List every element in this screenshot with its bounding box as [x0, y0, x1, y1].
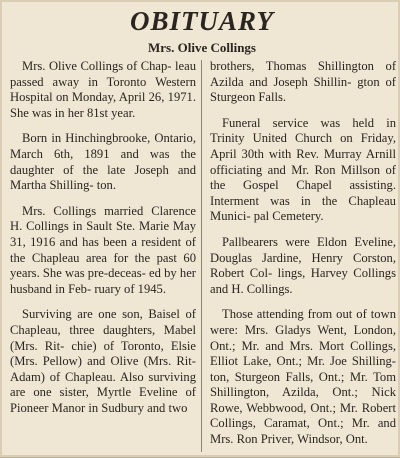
text-line: Friday, April 30th with Rev. — [210, 131, 396, 161]
subtitle: Mrs. Olive Collings — [148, 40, 256, 55]
text-line: ed by her husband in Feb- — [10, 266, 196, 296]
text-line: Nick Rowe, Webbwood, Ont.; — [210, 385, 396, 415]
right-column — [210, 59, 396, 458]
text-line: of Azilda and Joseph Shillin- — [210, 59, 397, 89]
column-divider — [201, 60, 202, 452]
text-line: chie) of Toronto, Elsie (Mrs. — [10, 338, 196, 369]
text-line: Pallbearers were Eldon — [222, 234, 348, 249]
text-line: ton, Sturgeon Falls, Ont.; Mr. — [210, 369, 368, 384]
text-line: Mrs. Olive Collings of Chap- — [22, 59, 172, 73]
paragraph — [210, 307, 396, 447]
text-line: Murray Arnill officiating and — [210, 146, 396, 177]
text-line: ruary of 1945. — [94, 281, 167, 296]
text-line: surviving are one sister, — [10, 369, 196, 400]
text-line: Mrs. Collings married — [22, 203, 144, 218]
paragraph — [10, 307, 196, 416]
text-line: brothers, Thomas Shillington — [210, 59, 374, 73]
text-line: has been a resident of the — [10, 234, 196, 265]
text-line: Surviving are one son, — [22, 307, 143, 322]
text-line: daughters, Mabel (Mrs. Rit- — [10, 322, 196, 353]
text-line: her 81st year. — [67, 105, 136, 120]
text-line: Lake, Ont.; Mr. Joe Shilling- — [243, 354, 396, 369]
text-line: Mrs. Mort Collings, Elliot — [210, 338, 396, 369]
text-line: Henry Corston, Robert Col- — [210, 250, 397, 281]
text-line: Pellow) and Olive (Mrs. Rit- — [42, 354, 196, 369]
text-line: gton of Sturgeon Falls. — [210, 74, 396, 105]
text-line: Windsor, Ont. — [297, 432, 368, 447]
text-line: Western Hospital on Monday, — [10, 74, 197, 105]
text-line: in Trinity United Church on — [210, 115, 396, 146]
paragraph — [210, 116, 396, 225]
text-line: was the daughter of the late — [10, 146, 196, 177]
text-line: leau passed away in Toronto — [10, 59, 196, 89]
paragraph — [10, 131, 196, 193]
text-line: Ontario, March 6th, 1891 and — [10, 131, 196, 161]
text-line: Went, London, Ont.; Mr. and — [210, 322, 397, 353]
text-line: Clarence H. Collings in Sault — [10, 203, 196, 234]
text-line: Ont.; Mr. and Mrs. Ron Priver, — [210, 416, 396, 447]
text-line: Myrtle Eveline of Pioneer — [10, 385, 196, 415]
text-line: Joseph and Martha Shilling- — [10, 162, 196, 193]
paragraph — [10, 59, 196, 121]
text-line: Tom Shillington, Azilda, Ont.; — [210, 369, 397, 400]
text-line: Eveline, Douglas Jardine, — [210, 234, 396, 265]
text-line: Ste. Marie May 31, 1916 and — [10, 219, 196, 249]
text-line: Mr. Robert Collings, Caramat, — [210, 400, 396, 431]
text-line: Funeral service was held — [222, 115, 374, 130]
text-line: Manor in Sudbury and two — [51, 400, 188, 415]
text-line: of town were: Mrs. Gladys — [210, 307, 396, 337]
text-line: pal Cemetery. — [253, 209, 324, 224]
text-line: Adam) of Chapleau. Also — [10, 369, 144, 384]
text-line: ton. — [96, 178, 117, 193]
paragraph — [210, 59, 396, 106]
text-line: Baisel of Chapleau, three — [10, 307, 197, 337]
left-column — [10, 59, 196, 426]
text-line: H. Collings. — [231, 281, 293, 296]
text-line: Mr. Ron Millson of the Gospel — [210, 162, 397, 193]
text-line: lings, Harvey Collings and — [210, 266, 396, 296]
text-line: April 26, 1971. She was in — [10, 90, 196, 120]
text-line: Chapleau area for the past — [31, 250, 177, 265]
paragraph — [10, 204, 196, 298]
text-line: was in the Chapleau Munici- — [210, 193, 396, 224]
text-line: Those attending from out — [222, 307, 353, 322]
paragraph — [210, 235, 396, 297]
page-title: OBITUARY — [129, 6, 275, 36]
text-line: Born in Hinchingbrooke, — [22, 131, 151, 146]
text-line: Chapel assisting. Interment — [210, 178, 396, 208]
text-line: 60 years. She was pre-deceas- — [10, 250, 196, 281]
